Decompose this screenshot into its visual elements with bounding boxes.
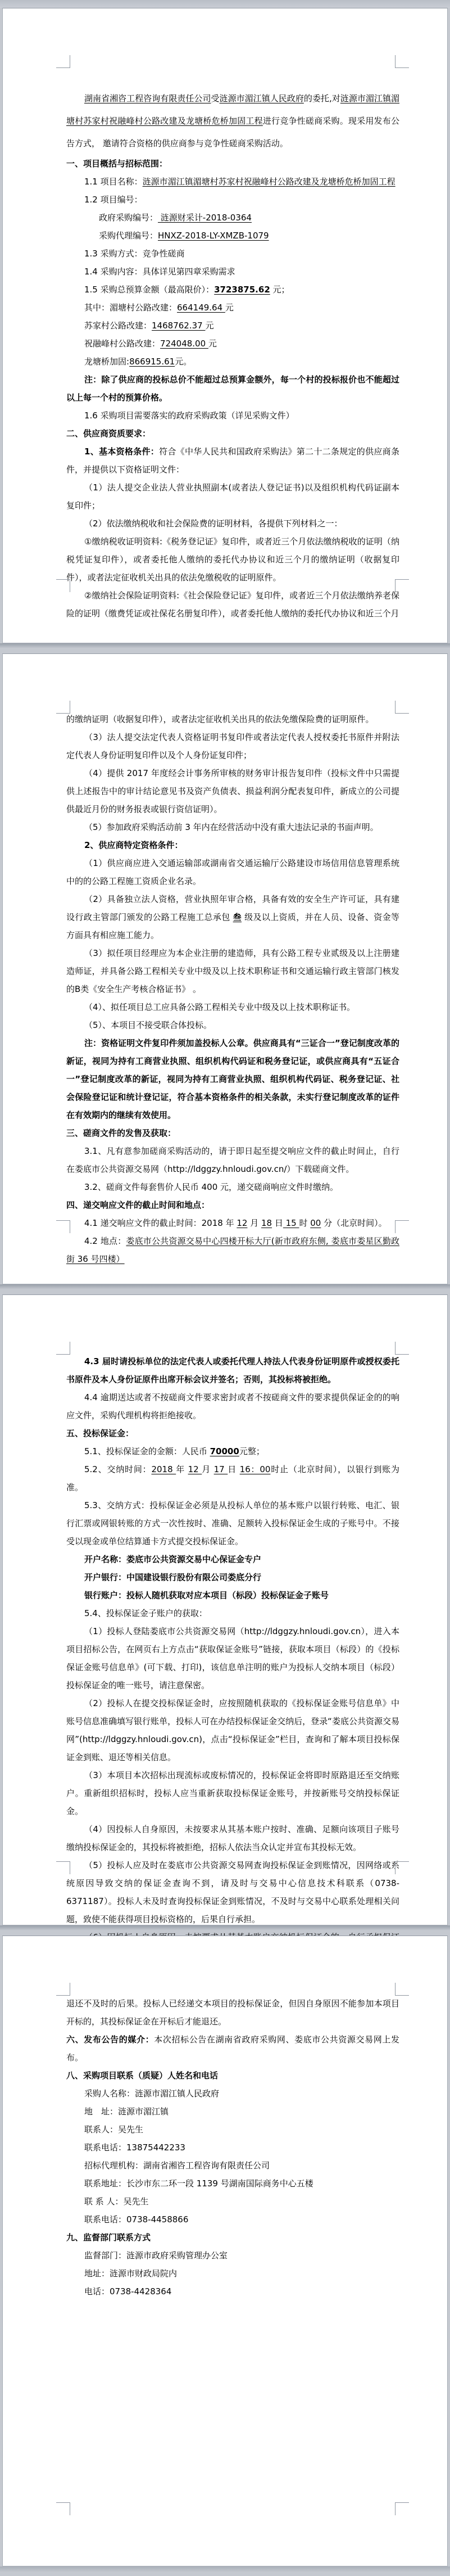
margin-crop-mark-bottom-left xyxy=(56,1220,70,1233)
margin-crop-mark-bottom-left xyxy=(56,579,70,592)
section-heading-6: 六、发布公告的媒介：本次招标公告在湖南省政府采购网、娄底市公共资源交易网上发布。 xyxy=(66,2034,399,2063)
margin-crop-mark-top-left xyxy=(56,1983,70,1996)
project-name: 涟源市湄江镇湄塘村苏家村祝融峰村公路改建及龙塘桥危桥加固工程 xyxy=(66,93,399,126)
item-1-3: 1.3 采购方式：竞争性磋商 xyxy=(84,249,185,259)
margin-crop-mark-top-right xyxy=(395,1342,409,1355)
opening-location-value: 娄底市公共资源交易中心四楼开标大厅(新市政府东侧, 娄底市娄星区勤政街 36 号四楼） xyxy=(66,1236,399,1264)
grade-value: 叁 xyxy=(233,912,242,922)
gov-procurement-no-value: 涟源财采计-2018-0364 xyxy=(158,213,252,223)
supervision-dept: 监督部门：涟源市政府采购管理办公室 xyxy=(84,2250,228,2261)
desk-top-strip xyxy=(0,0,450,8)
section-heading-5: 五、投标保证金： xyxy=(66,1428,134,1438)
item-1-4: 1.4 采购内容：具体详见第四章采购需求 xyxy=(84,267,235,277)
agency-name: 湖南省湘咨工程咨询有限责任公司 xyxy=(84,93,211,103)
item-5-1-deposit: 5.1、投标保证金的金额：人民币 70000元整； xyxy=(84,1446,265,1456)
section-heading-3: 三、磋商文件的发售及获取： xyxy=(66,1128,176,1138)
item-1-1: 1.1 项目名称：涟源市湄江镇湄塘村苏家村祝融峰村公路改建及龙塘桥危桥加固工程 xyxy=(84,177,396,187)
item-1-5-budget: 1.5 采购总预算金额（最高限价）：3723875.62 元； xyxy=(84,285,290,295)
deposit-amount-value: 70000 xyxy=(210,1446,239,1456)
intro-paragraph: 湖南省湘咨工程咨询有限责任公司受涟源市湄江镇人民政府的委托,对涟源市湄江镇湄塘村苏家村祝融峰村公路改建及龙塘桥危桥加固工程进行竞争性磋商采购。现采用发布公告方式， 邀请符合资格的供应商参与竞争性磋商采购活动。 xyxy=(66,93,399,148)
item-3-2: 3.2、磋商文件每套售价人民币 400 元，递交磋商响应文件时缴纳。 xyxy=(84,1182,339,1192)
qualification-doc-5: （5）参加政府采购活动前 3 年内在经营活动中没有重大违法记录的书面声明。 xyxy=(84,822,379,832)
account-bank: 开户银行：中国建设银行股份有限公司娄底分行 xyxy=(84,1572,262,1582)
section-heading-4: 四、递交响应文件的截止时间和地点： xyxy=(66,1200,210,1210)
margin-crop-mark-bottom-right xyxy=(395,2502,409,2515)
budget-longtang-value: 866915.61 xyxy=(129,357,175,367)
specific-2: （2）具备独立法人资格，营业执照年审合格，具备有效的安全生产许可证，具有建设行政主管部门颁发的公路工程施工总承包 叁 级及以上资质，并在人员、设备、资金等方面具有相应施工能力。 xyxy=(66,894,399,940)
item-4-3: 4.3 届时请投标单位的法定代表人或委托代理人持法人代表身份证明原件或授权委托书原件及本人身份证原件出席开标会议并签名；否则，其投标将被拒绝。 xyxy=(66,1356,399,1384)
deposit-step-1: （1）投标人登陆娄底市公共资源交易网（http://ldggzy.hnloudi.gov.cn），进入本项目招标公告，在网页右上方点击“获取保证金账号”链接，获取本项目（标段）的《投标保证金账号信息单》(可下载、打印)，该信息单注明的账户为投标人交纳本项目（标段）投标保证金的唯一账号，请注意保密。 xyxy=(66,1626,399,1690)
margin-crop-mark-bottom-left xyxy=(56,1861,70,1874)
section-heading-2: 二、供应商资质要求： xyxy=(66,428,151,439)
item-5-2-deposit-deadline: 5.2、交纳时间：2018 年 12 月 17 日 16：00时止（北京时间），以银行到账为准。 xyxy=(66,1464,399,1492)
agency-contact: 联 系 人：吴先生 xyxy=(84,2196,149,2207)
page-1[interactable] xyxy=(2,8,448,643)
item-4-4: 4.4 逾期送达或者不按磋商文件要求密封或者不按磋商文件的要求提供保证金的的响应文件，采购代理机构将拒绝接收。 xyxy=(66,1392,399,1420)
item-3-1: 3.1、凡有意参加磋商采购活动的，请于即日起至提交响应文件的截止时间止，自行在娄底市公共资源交易网（http://ldggzy.hnloudi.gov.cn/）下载磋商文件。 xyxy=(66,1146,399,1174)
basic-qualification: 1、基本资格条件：符合《中华人民共和国政府采购法》第二十二条规定的供应商条件，并提供以下资格证明文件： xyxy=(66,446,399,475)
account-number: 银行账户：投标人随机获取对应本项目（标段）投标保证金子账号 xyxy=(84,1590,329,1600)
supervision-phone: 电话：0738-4428364 xyxy=(84,2286,172,2297)
tax-proof: ①缴纳税收证明资料:《税务登记证》复印件，或者近三个月依法缴纳税收的证明（纳税凭证复印件），或者委托他人缴纳的委托代办协议和近三个月的缴纳证明（收据复印件），或者法定征收机关出具的依法免缴税收的证明原件。 xyxy=(66,536,399,583)
qualification-doc-1: （1）法人提交企业法人营业执照副本(或者法人登记证书)以及组织机构代码证副本复印件； xyxy=(66,482,399,511)
agency-address: 联系地址：长沙市东二环一段 1139 号湖南国际商务中心五楼 xyxy=(84,2178,313,2189)
page-1-content xyxy=(3,8,447,622)
deposit-refund-cont: 退还不及时的后果。投标人已经递交本项目的投标保证金，但因自身原因不能参加本项目开标的，其投标保证金在开标后才能退还。 xyxy=(66,1998,399,2027)
qualification-note: 注：资格证明文件复印件须加盖投标人公章。供应商具有“三证合一”登记制度改革的新证，视同为持有工商营业执照、组织机构代码证和税务登记证，或供应商具有“五证合一”登记制度改革的新证，视同为持有工商营业执照、组织机构代码证、税务登记证、社会保险登记证和统计登记证，符合基本资格条件的相关条款，未实行登记制度改革的证件在有效期内的继续有效使用。 xyxy=(66,1038,399,1120)
item-4-2-location: 4.2 地点：娄底市公共资源交易中心四楼开标大厅(新市政府东侧, 娄底市娄星区勤政街 36 号四楼） xyxy=(66,1236,399,1264)
margin-crop-mark-bottom-right xyxy=(395,1861,409,1874)
qualification-doc-2: （2）依法缴纳税收和社会保险费的证明材料，各提供下列材料之一： xyxy=(84,518,343,529)
social-insurance-proof: ②缴纳社会保险证明资料:《社会保险登记证》复印件，或者近三个月依法缴纳养老保险的证明（缴费凭证或社保花名册复印件），或者委托他人缴纳的委托代办协议和近三个月 xyxy=(66,590,399,619)
purchaser-contact: 联系人：吴先生 xyxy=(84,2124,144,2135)
section-heading-9: 九、监督部门联系方式 xyxy=(66,2232,151,2243)
agency-name-line: 招标代理机构：湖南省湘咨工程咨询有限责任公司 xyxy=(84,2160,270,2171)
section-heading-1: 一、项目概括与招标范围： xyxy=(66,159,168,169)
purchaser-name-line: 采购人名称：涟源市湄江镇人民政府 xyxy=(84,2088,220,2099)
page-3[interactable] xyxy=(2,1294,448,1925)
section-heading-8: 八、采购项目联系（质疑）人姓名和电话 xyxy=(66,2070,219,2081)
specific-5: （5）、本项目不接受联合体投标。 xyxy=(84,1020,212,1030)
page-2-content xyxy=(3,654,447,1268)
gov-procurement-no: 政府采购编号： 涟源财采计-2018-0364 xyxy=(99,213,252,223)
purchaser-name: 涟源市湄江镇人民政府 xyxy=(219,93,304,103)
margin-crop-mark-top-left xyxy=(56,701,70,714)
item-1-6: 1.6 采购项目需要落实的政府采购政策（详见采购文件） xyxy=(84,410,294,421)
budget-longtang: 龙塘桥加固:866915.61元。 xyxy=(84,357,192,367)
deposit-step-2: （2）投标人在提交投标保证金时，应按照随机获取的《投标保证金账号信息单》中账号信息准确填写银行账单，投标人可在办结投标保证金交纳后，登录“娄底公共资源交易网”(http://ldggzy.hnloudi.gov.cn)，点击“投标保证金”栏目，查询和了解本项目投标保证金到账、退还等相关信息。 xyxy=(66,1698,399,1762)
deposit-step-5: （5）投标人应及时在娄底市公共资源交易网查询投标保证金到账情况，因网络或系统原因导致交纳的保证金查询不到，请及时与交易中心信息技术科联系（0738-6371187）。投标人未及时查询投标保证金到账情况，不及时与交易中心联系处理相关问题，致使不能获得项目投标资格的，后果自行承担。 xyxy=(66,1860,399,1924)
project-name-value: 涟源市湄江镇湄塘村苏家村祝融峰村公路改建及龙塘桥危桥加固工程 xyxy=(142,177,396,187)
item-4-1-deadline: 4.1 递交响应文件的截止时间：2018 年 12 月 18 日 15 时 00 分（北京时间）。 xyxy=(84,1218,387,1228)
specific-4: （4）、拟任项目总工应具备公路工程相关专业中级及以上技术职称证书。 xyxy=(84,1002,356,1012)
margin-crop-mark-bottom-left xyxy=(56,2502,70,2515)
specific-qualification-heading: 2、供应商特定资格条件： xyxy=(84,840,183,850)
insurance-proof-cont: 的缴纳证明（收据复印件），或者法定征收机关出具的依法免缴保险费的证明原件。 xyxy=(66,714,374,724)
budget-note: 注：除了供应商的投标总价不能超过总预算金额外，每一个村的投标报价也不能超过以上每一个村的预算价格。 xyxy=(66,375,399,403)
agency-no: 采购代理编号：HNXZ-2018-LY-XMZB-1079 xyxy=(99,231,269,241)
margin-crop-mark-top-right xyxy=(395,55,409,68)
budget-meitang: 其中：湄塘村公路改建：664149.64 元 xyxy=(84,303,234,313)
deposit-step-4: （4）因投标人自身原因，未按要求从其基本账户按时、准确、足额向该项目子账号缴纳投标保证金的，其投标将被拒绝，招标人依法当众认定并宣布其投标无效。 xyxy=(66,1824,399,1852)
total-budget-value: 3723875.62 xyxy=(214,285,270,295)
agency-no-value: HNXZ-2018-LY-XMZB-1079 xyxy=(158,231,269,241)
agency-phone: 联系电话：0738-4458866 xyxy=(84,2214,189,2225)
desk-bottom-strip xyxy=(0,2566,450,2576)
margin-crop-mark-top-left xyxy=(56,55,70,68)
deposit-step-3: （3）本项目本次招标出现流标或废标情况的，投标保证金将即时原路退还至交纳账户。重新组织招标时，投标人应当重新获取投标保证金账号，并按新账号交纳投标保证金。 xyxy=(66,1770,399,1816)
margin-crop-mark-bottom-right xyxy=(395,1220,409,1233)
supervision-address: 地址：涟源市财政局院内 xyxy=(84,2268,178,2279)
item-5-4: 5.4、投标保证金子账户的获取： xyxy=(84,1608,207,1618)
margin-crop-mark-top-right xyxy=(395,1983,409,1996)
budget-sujia-value: 1468762.37 xyxy=(152,321,206,331)
margin-crop-mark-top-left xyxy=(56,1342,70,1355)
account-name: 开户名称：娄底市公共资源交易中心保证金专户 xyxy=(84,1554,262,1564)
budget-meitang-value: 664149.64 xyxy=(177,303,225,313)
margin-crop-mark-bottom-right xyxy=(395,579,409,592)
margin-crop-mark-top-right xyxy=(395,701,409,714)
page-2[interactable] xyxy=(2,653,448,1284)
purchaser-address: 地 址：涟源市湄江镇 xyxy=(84,2106,169,2117)
budget-sujia: 苏家村公路改建：1468762.37 元 xyxy=(84,321,214,331)
specific-1: （1）供应商应进入交通运输部或湖南省交通运输厅公路建设市场信用信息管理系统中的的公路工程施工资质企业名录。 xyxy=(66,858,399,886)
page-gap xyxy=(0,643,450,653)
item-1-2: 1.2 项目编号： xyxy=(84,195,143,205)
purchaser-phone: 联系电话：13875442233 xyxy=(84,2142,185,2153)
budget-zhurongfeng-value: 724048.00 xyxy=(160,339,208,349)
page-gap xyxy=(0,1284,450,1294)
qualification-doc-4: （4）提供 2017 年度经会计事务所审核的财务审计报告复印件（投标文件中只需提供上述报告中的审计结论意见书及资产负债表、损益利润分配表复印件，新成立的公司提供最近月份的财务报表或银行资信证明）。 xyxy=(66,768,399,814)
specific-3: （3）拟任项目经理应为本企业注册的建造师，具有公路工程专业贰级及以上注册建造师证，并具备公路工程相关专业中级及以上技术职称证书和交通运输行政主管部门核发的B类《安全生产考核合格证书》 。 xyxy=(66,948,399,994)
item-5-3-payment-method: 5.3、交纳方式：投标保证金必须是从投标人单位的基本账户以银行转账、电汇、银行汇票或网银转账的方式一次性按时、准确、足额转入投标保证金生成的子账号中。不接受以现金或单位结算通卡方式提交投标保证金。 xyxy=(66,1500,399,1546)
page-4[interactable] xyxy=(2,1936,448,2566)
budget-zhurongfeng: 祝融峰村公路改建：724048.00 元 xyxy=(84,339,217,349)
qualification-doc-3: （3）法人提交法定代表人资格证明书复印件或者法定代表人授权委托书原件并附法定代表人身份证明复印件以及个人身份证复印件； xyxy=(66,732,399,760)
